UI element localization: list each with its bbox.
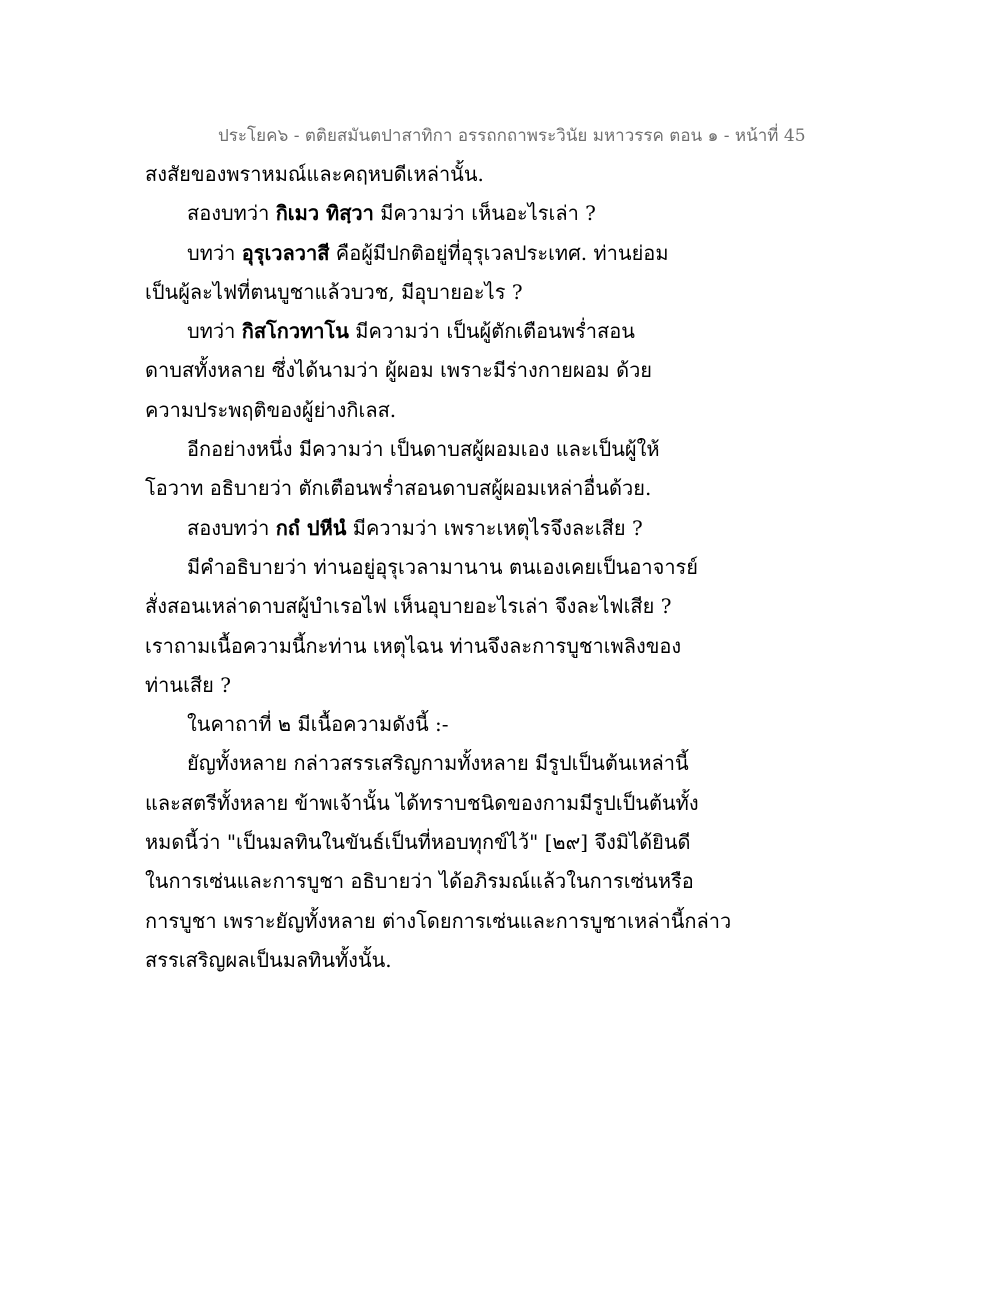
text-segment: ในคาถาที่ ๒ มีเนื้อความดังนี้ :- [187,712,449,737]
text-segment: สั่งสอนเหล่าดาบสผู้บำเรอไฟ เห็นอุบายอะไรเล่า จึงละไฟเสีย ? [145,594,672,619]
text-line [145,509,705,548]
text-line [145,391,705,430]
text-segment: ความประพฤติของผู้ย่างกิเลส. [145,397,397,422]
body-text [145,155,732,980]
text-line [145,705,705,744]
running-header: ประโยค๖ - ตติยสมันตปาสาทิกา อรรถกถาพระวินัย มหาวรรค ตอน ๑ - หน้าที่ 45 [218,126,806,146]
pali-term: อุรุเวลวาสี [241,240,330,265]
text-line [145,155,705,194]
text-line [145,823,705,862]
text-line [145,312,705,351]
text-segment: ในการเซ่นและการบูชา อธิบายว่า ได้อภิรมณ์แล้วในการเซ่นหรือ [145,869,694,894]
text-segment: และสตรีทั้งหลาย ข้าพเจ้านั้น ได้ทราบชนิดของกามมีรูปเป็นต้นทั้ง [145,790,699,815]
pali-term: กถํ ปหีนํ [275,515,347,540]
text-segment: การบูชา เพราะยัญทั้งหลาย ต่างโดยการเซ่นและการบูชาเหล่านี้กล่าว [145,908,732,933]
text-segment: มีความว่า เห็นอะไรเล่า ? [373,201,596,226]
text-segment: ยัญทั้งหลาย กล่าวสรรเสริญกามทั้งหลาย มีรูปเป็นต้นเหล่านี้ [187,751,689,776]
text-segment: เป็นผู้ละไฟที่ตนบูชาแล้วบวช, มีอุบายอะไร ? [145,279,523,304]
text-segment: บทว่า [187,240,242,265]
text-line [145,941,705,980]
text-line [145,744,705,783]
text-segment: สรรเสริญผลเป็นมลทินทั้งนั้น. [145,947,392,972]
text-line [145,469,705,508]
text-segment: อีกอย่างหนึ่ง มีความว่า เป็นดาบสผู้ผอมเอง และเป็นผู้ให้ [187,437,660,462]
text-segment: บทว่า [187,319,242,344]
text-segment: คือผู้มีปกติอยู่ที่อุรุเวลประเทศ. ท่านย่อม [329,240,669,265]
text-segment: สงสัยของพราหมณ์และคฤหบดีเหล่านั้น. [145,162,484,186]
text-line [145,902,732,941]
text-segment: หมดนี้ว่า "เป็นมลทินในขันธ์เป็นที่หอบทุกข์ไว้" [๒๙] จึงมิได้ยินดี [145,830,691,855]
text-segment: ดาบสทั้งหลาย ซึ่งได้นามว่า ผู้ผอม เพราะมีร่างกายผอม ด้วย [145,358,653,383]
text-line [145,666,705,705]
text-line [145,587,705,626]
text-segment: มีคำอธิบายว่า ท่านอยู่อุรุเวลามานาน ตนเองเคยเป็นอาจารย์ [187,554,699,579]
text-line [145,430,705,469]
text-segment: โอวาท อธิบายว่า ตักเตือนพร่ำสอนดาบสผู้ผอมเหล่าอื่นด้วย. [145,476,652,501]
text-segment: สองบทว่า [187,201,276,226]
text-line [145,273,705,312]
pali-term: กิสโกวทาโน [241,319,349,344]
text-segment: ท่านเสีย ? [145,672,231,697]
text-segment: มีความว่า เป็นผู้ตักเตือนพร่ำสอน [348,319,635,344]
text-line [145,548,705,587]
text-line [145,234,705,273]
text-segment: เราถามเนื้อความนี้กะท่าน เหตุไฉน ท่านจึงละการบูชาเพลิงของ [145,633,682,658]
text-line [145,194,705,233]
pali-term: กิเมว ทิสฺวา [275,201,374,226]
text-line [145,862,705,901]
text-segment: มีความว่า เพราะเหตุไรจึงละเสีย ? [346,515,643,540]
text-segment: สองบทว่า [187,515,276,540]
text-line [145,784,705,823]
text-line [145,627,705,666]
text-line [145,351,705,390]
